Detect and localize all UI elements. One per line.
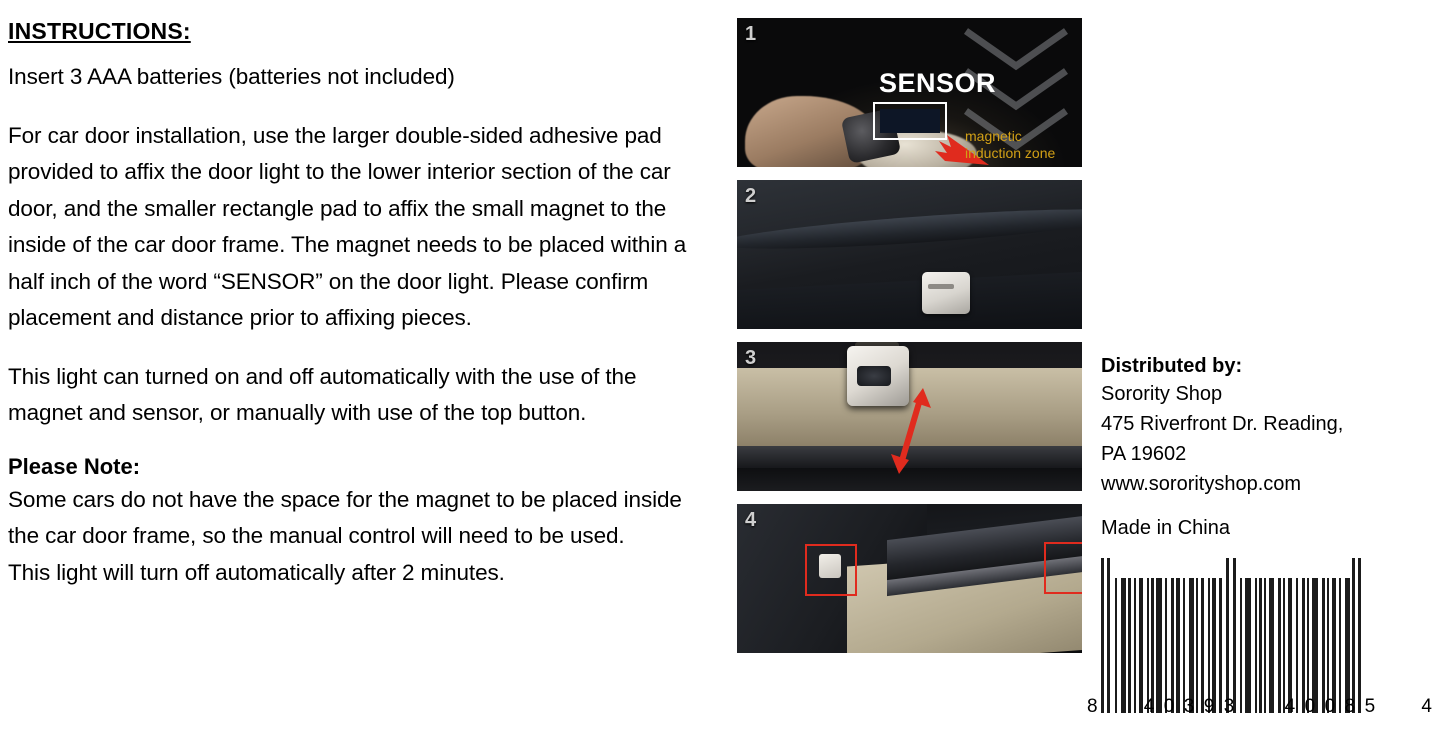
distributor-name: Sorority Shop: [1101, 383, 1223, 405]
barcode-bar: [1358, 558, 1361, 713]
highlight-box-light: [1044, 542, 1082, 594]
barcode-bar: [1307, 578, 1309, 713]
barcode-left-group: [1140, 696, 1240, 718]
barcode-bar: [1264, 578, 1266, 713]
magnetic-zone-line-2: induction zone: [965, 145, 1056, 161]
instructions-paragraph-3: This light can turned on and off automatically with the use of the magnet and sensor, or manually with use of the top button.: [8, 363, 637, 425]
barcode-bar: [1240, 578, 1242, 713]
barcode-bar: [1352, 558, 1355, 713]
distributor-block: [1101, 355, 1441, 540]
barcode-bar: [1171, 578, 1174, 713]
barcode-bar: [1176, 578, 1180, 713]
barcode-bar: [1165, 578, 1167, 713]
barcode-bar: [1156, 578, 1162, 713]
barcode-digit: 5: [1364, 696, 1377, 717]
distributor-address-line-1: 475 Riverfront Dr. Reading,: [1101, 413, 1344, 435]
barcode-bar: [1288, 578, 1292, 713]
barcode-trailing-digit: 4: [1421, 696, 1433, 717]
barcode-bar: [1183, 578, 1185, 713]
made-in-label: Made in China: [1101, 517, 1230, 539]
barcode-bar: [1107, 558, 1110, 713]
barcode-graphic: [1085, 558, 1435, 713]
installation-photo-2: [737, 180, 1082, 329]
barcode-bar: [1196, 578, 1198, 713]
mounted-door-light: [922, 272, 970, 314]
barcode-bar: [1269, 578, 1274, 713]
barcode-bar: [1121, 578, 1126, 713]
note-paragraph-2: This light will turn off automatically after 2 minutes.: [8, 559, 505, 585]
instructions-paragraph-1: Insert 3 AAA batteries (batteries not included): [8, 64, 455, 89]
barcode-digit: 9: [1203, 696, 1216, 717]
installation-photo-3: [737, 342, 1082, 491]
magnetic-zone-annotation: [965, 128, 1055, 162]
instructions-panel: [8, 18, 708, 591]
barcode-bar: [1233, 558, 1236, 713]
barcode-block: [1085, 558, 1435, 718]
instructions-paragraph-2: For car door installation, use the larger double-sided adhesive pad provided to affix the door light to the lower interior section of the car door, and the smaller rectangle pad to affix the small magnet to the inside of the car door frame. The magnet needs to be placed within a half inch of the word “SENSOR” on the door light. Please confirm placement and distance prior to affixing pieces.: [8, 122, 687, 330]
installation-photo-1: [737, 18, 1082, 167]
barcode-bar: [1312, 578, 1318, 713]
barcode-bar: [1189, 578, 1194, 713]
highlight-box-magnet: [805, 544, 857, 596]
photo-number-1: 1: [745, 23, 757, 45]
barcode-bar: [1219, 578, 1222, 713]
barcode-bar: [1147, 578, 1149, 713]
barcode-bar: [1212, 578, 1216, 713]
barcode-digit: 8: [1344, 696, 1357, 717]
barcode-digit: 0: [1304, 696, 1317, 717]
barcode-bar: [1101, 558, 1104, 713]
barcode-bar: [1339, 578, 1341, 713]
barcode-digit: 0: [1324, 696, 1337, 717]
distributor-address-line-2: PA 19602: [1101, 443, 1187, 465]
barcode-bar: [1128, 578, 1131, 713]
photo-number-2: 2: [745, 185, 757, 207]
barcode-bar: [1283, 578, 1285, 713]
barcode-bar: [1302, 578, 1305, 713]
barcode-bar: [1327, 578, 1329, 713]
barcode-digit: 0: [1163, 696, 1176, 717]
barcode-right-group: [1280, 696, 1380, 718]
barcode-bar: [1201, 578, 1204, 713]
barcode-bar: [1226, 558, 1229, 713]
barcode-bar: [1134, 578, 1136, 713]
please-note-heading: Please Note:: [8, 453, 141, 479]
barcode-digit: 4: [1284, 696, 1297, 717]
barcode-bar: [1208, 578, 1210, 713]
sensor-window: [880, 109, 940, 133]
barcode-digit: 3: [1223, 696, 1236, 717]
instructions-heading: INSTRUCTIONS:: [8, 18, 191, 44]
installation-photo-4: [737, 504, 1082, 653]
barcode-bar: [1151, 578, 1154, 713]
double-arrow-icon: [887, 386, 947, 476]
door-trim-shape: [737, 201, 1082, 256]
barcode-digit: 3: [1183, 696, 1196, 717]
barcode-bar: [1245, 578, 1251, 713]
barcode-bar: [1296, 578, 1298, 713]
magnetic-zone-line-1: magnetic: [965, 128, 1022, 144]
note-paragraph-1: Some cars do not have the space for the magnet to be placed inside the car door frame, so the manual control will need to be used.: [8, 486, 682, 548]
barcode-bar: [1345, 578, 1350, 713]
barcode-bar: [1322, 578, 1325, 713]
barcode-bar: [1259, 578, 1262, 713]
barcode-leading-digit: 8: [1087, 696, 1099, 717]
door-lower-shape: [737, 269, 1082, 329]
barcode-bar: [1255, 578, 1257, 713]
distributor-website: www.sororityshop.com: [1101, 473, 1302, 495]
barcode-digit: 4: [1143, 696, 1156, 717]
distributed-by-heading: Distributed by:: [1101, 355, 1243, 377]
barcode-bar: [1332, 578, 1336, 713]
photo-number-4: 4: [745, 509, 757, 531]
barcode-bar: [1278, 578, 1281, 713]
photo-number-3: 3: [745, 347, 757, 369]
barcode-bar: [1139, 578, 1143, 713]
barcode-bar: [1115, 578, 1117, 713]
sensor-label: SENSOR: [879, 68, 997, 98]
